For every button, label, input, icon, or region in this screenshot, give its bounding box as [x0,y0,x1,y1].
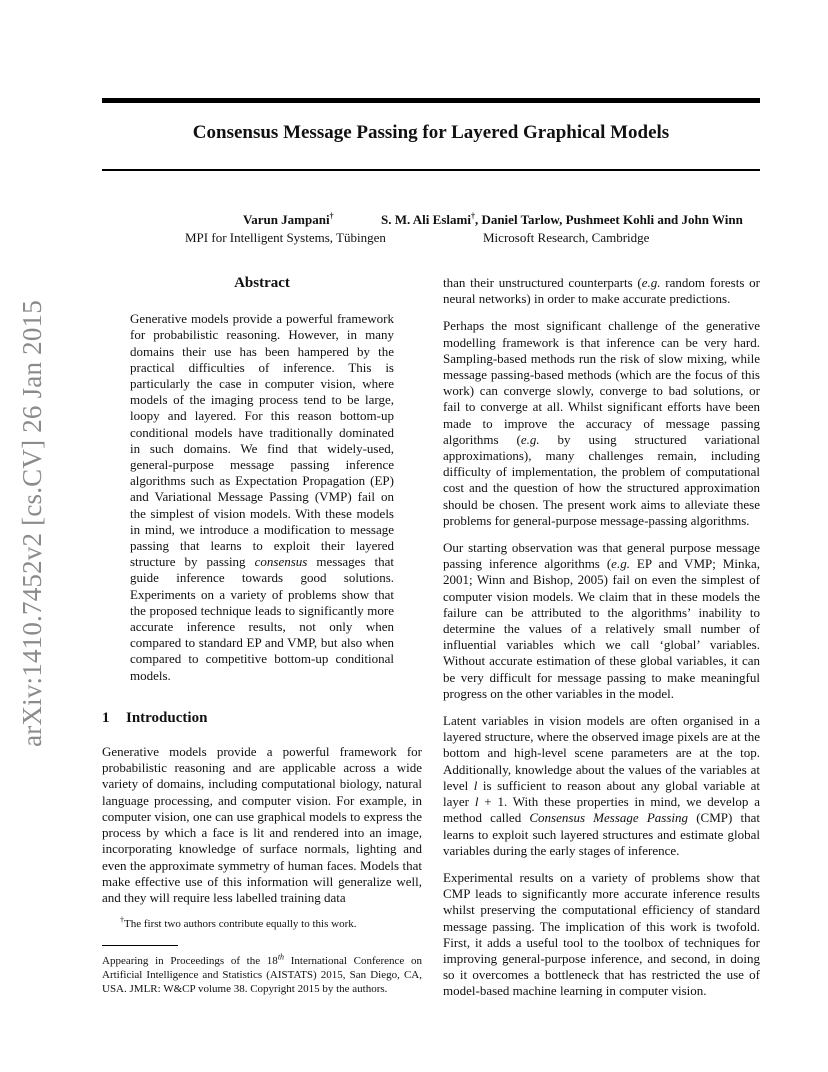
eg-emph: e.g. [611,556,630,572]
author-right-first: S. M. Ali Eslami [381,212,471,227]
right-paragraph-4 [443,713,760,859]
arxiv-stamp [12,298,52,748]
text-span: is sufficient to reason about any global variable at layer [443,777,760,810]
math-var: l [474,794,479,810]
author-left-name: Varun Jampani [243,212,330,227]
author-left [243,212,334,228]
text-span: by using structured variational approximations), many challenges remain, including difficulty of implementation, the problem of computational cost and the question of how the structured approximation should be chosen. The present work aims to alleviate these problems for general-purpose message-passing algorithms. [443,431,760,528]
eg-emph: e.g. [520,431,540,447]
right-paragraph-5: Experimental results on a variety of problems show that CMP leads to significantly more accurate inference results whilst preserving the computational efficiency of standard message passing. The implication of this work is twofold. First, it adds a useful tool to the toolbox of techniques for improving general-purpose inference, and second, in doing so it overcomes a bottleneck that has restricted the use of model-based machine learning in computer vision. [443,869,760,999]
abstract-text-2: messages that guide inference towards good solutions. Experiments on a variety of problems show that the proposed technique leads to significantly more accurate inference results, not only when compared to standard EP and VMP, but also when compared to competitive bottom-up conditional models. [130,554,395,683]
abstract-heading: Abstract [234,275,290,291]
author-left-mark: † [329,211,334,221]
contribution-text: The first two authors contribute equally to this work. [124,918,357,931]
affiliation-left: MPI for Intelligent Systems, Tübingen [185,230,386,245]
math-var: l [473,777,478,793]
title-top-rule [102,98,760,103]
author-right-rest: , Daniel Tarlow, Pushmeet Kohli and John Winn [474,212,743,227]
arxiv-stamp-text: arXiv:1410.7452v2 [cs.CV] 26 Jan 2015 [16,299,47,747]
text-span: Our starting observation was that general purpose message passing inference algorithms ( [443,540,760,572]
proceedings-text-2: International Conference on Artificial Intelligence and Statistics (AISTATS) 2015, San Diego, CA, USA. JMLR: W&CP volume 38. Copyright 2015 by the authors. [102,955,423,996]
eg-emph: e.g. [641,275,661,290]
text-span: (CMP) that learns to exploit such layered structures and estimate global variables during the early stages of inference. [443,810,760,858]
abstract-body [102,311,422,684]
text-span: Perhaps the most significant challenge of the generative modelling framework is that inference can be very hard. Sampling-based methods run the risk of slow mixing, while message passing-based methods (which are the focus of this work) can converge slowly, converge to bad solutions, or fail to converge at all. Whilst significant efforts have been made to improve the accuracy of message passing algorithms ( [443,318,760,447]
title-bottom-rule [102,169,760,171]
section-number: 1 [102,709,110,726]
affiliation-right: Microsoft Research, Cambridge [483,230,650,245]
text-span: than their unstructured counterparts ( [443,275,642,290]
contribution-mark: † [120,915,124,925]
author-right-mark: † [470,211,475,221]
abstract-emph: consensus [254,554,308,570]
author-right [381,212,743,228]
text-span: EP and VMP; Minka, 2001; Winn and Bishop, 2005) fail on even the simplest of computer vision models. We claim that in these models the failure can be attributed to the algorithms’ inability to determine the values of a relatively small number of influential variables which we call ‘global’ variables. Without accurate estimation of these global variables, it can be very difficult for message passing to make meaningful progress on the other variables in the model. [443,556,760,701]
proceedings-sup: th [277,952,285,962]
proceedings-text-1: Appearing in Proceedings of the 18 [102,955,278,968]
section-title: Introduction [126,709,208,726]
right-paragraph-1 [443,275,760,307]
text-span: random forests or neural networks) in order to make accurate predictions. [443,275,760,307]
footnote-rule [102,945,178,946]
text-span: + 1. With these properties in mind, we develop a method called [443,794,760,826]
contribution-footnote [102,917,422,931]
right-paragraph-2 [443,318,760,529]
right-paragraph-3 [443,540,760,702]
method-name-emph: Consensus Message Passing [529,810,689,826]
paper-title: Consensus Message Passing for Layered Graphical Models [192,122,670,143]
section-heading-introduction [102,710,422,726]
intro-paragraph-1: Generative models provide a powerful framework for probabilistic reasoning and are applicable across a wide variety of domains, including computational biology, natural language processing, and computer vision. For example, in computer vision, one can use graphical models to express the process by which a face is lit and rendered into an image, incorporating knowledge of surface normals, lighting and even the approximate symmetry of human faces. Models that make effective use of this information will generalize well, and they will require less labelled training data [102,744,422,905]
proceedings-footnote [102,954,422,996]
left-column [102,275,422,996]
right-column [443,275,760,1011]
abstract-text-1: Generative models provide a powerful framework for probabilistic reasoning. However, in many domains their use has been hampered by the practical difficulties of inference. This is particularly the case in computer vision, where models of the imaging process tend to be large, loopy and layered. For this reason bottom-up conditional models have traditionally dominated in such domains. We find that widely-used, general-purpose message passing inference algorithms such as Expectation Propagation (EP) and Variational Message Passing (VMP) fail on the simplest of vision models. With these models in mind, we introduce a modification to message passing that learns to exploit their layered structure by passing [130,311,394,570]
text-span: Latent variables in vision models are often organised in a layered structure, where the observed image pixels are at the bottom and high-level scene parameters are at the top. Additionally, knowledge about the values of the variables at level [443,713,760,793]
